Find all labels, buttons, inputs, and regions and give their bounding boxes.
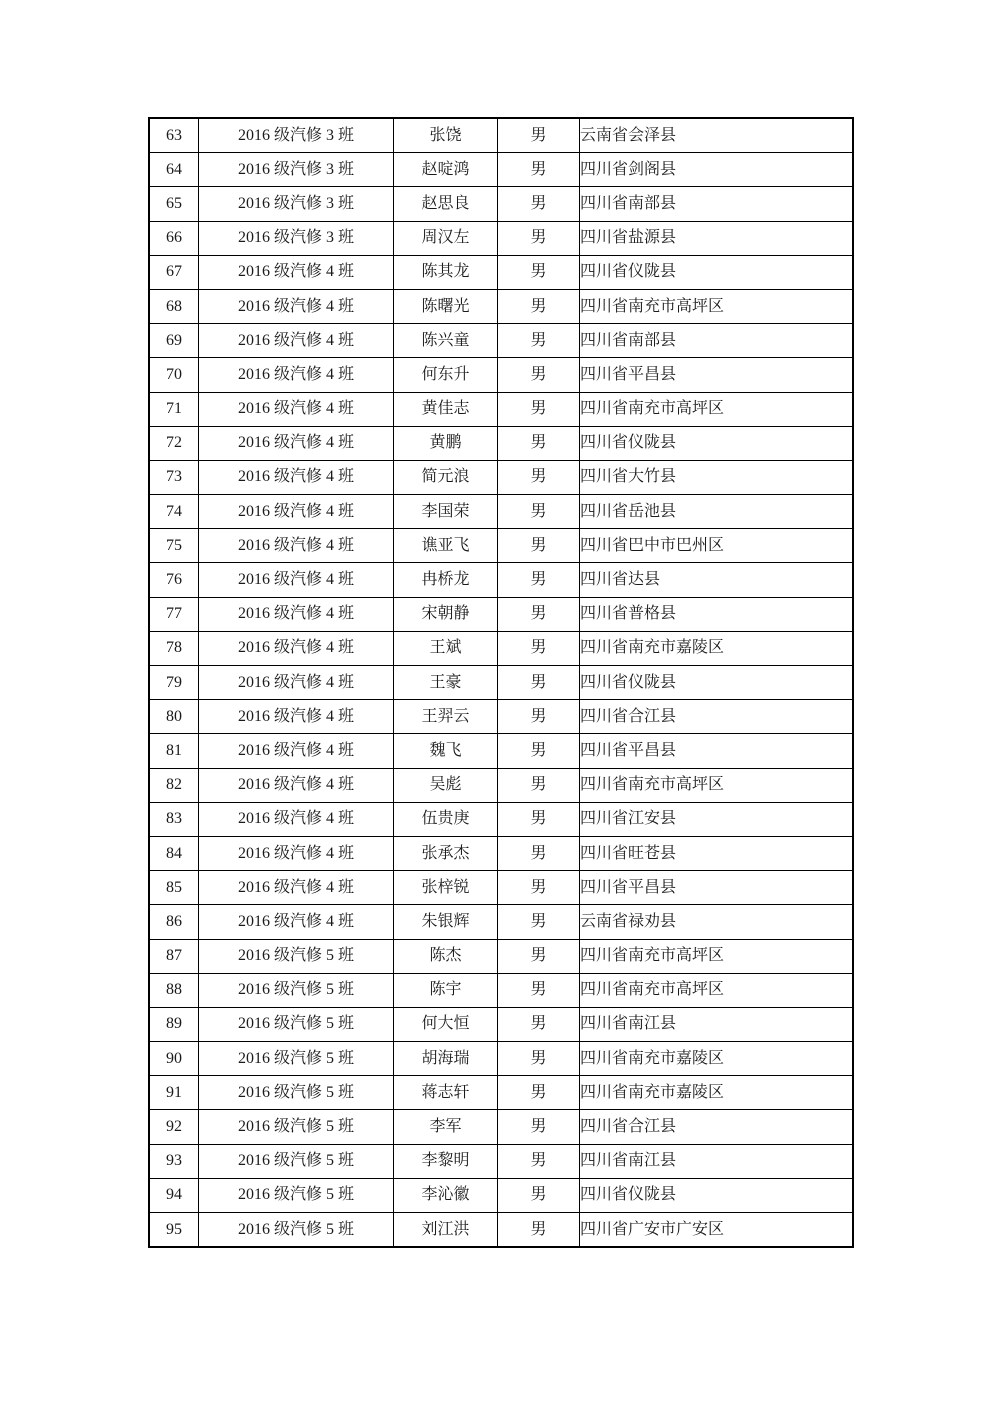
name-cell: 王豪 [394,666,498,700]
origin-cell: 四川省仪陇县 [580,426,854,460]
class-cell: 2016 级汽修 3 班 [199,187,394,221]
origin-cell: 四川省南部县 [580,324,854,358]
row-number-cell: 68 [149,289,199,323]
origin-cell: 四川省巴中市巴州区 [580,529,854,563]
name-cell: 王斌 [394,631,498,665]
gender-cell: 男 [498,973,580,1007]
class-cell: 2016 级汽修 5 班 [199,973,394,1007]
gender-cell: 男 [498,495,580,529]
row-number-cell: 85 [149,871,199,905]
gender-cell: 男 [498,1144,580,1178]
row-number-cell: 80 [149,700,199,734]
class-cell: 2016 级汽修 4 班 [199,836,394,870]
gender-cell: 男 [498,939,580,973]
row-number-cell: 64 [149,153,199,187]
table-row [149,153,853,187]
row-number-cell: 83 [149,802,199,836]
gender-cell: 男 [498,392,580,426]
origin-cell: 四川省岳池县 [580,495,854,529]
table-row [149,1007,853,1041]
row-number-cell: 69 [149,324,199,358]
origin-cell: 四川省达县 [580,563,854,597]
table-row [149,768,853,802]
origin-cell: 四川省仪陇县 [580,1178,854,1212]
table-row [149,734,853,768]
origin-cell: 四川省盐源县 [580,221,854,255]
origin-cell: 四川省南部县 [580,187,854,221]
gender-cell: 男 [498,1007,580,1041]
name-cell: 蒋志轩 [394,1076,498,1110]
name-cell: 魏飞 [394,734,498,768]
row-number-cell: 86 [149,905,199,939]
row-number-cell: 74 [149,495,199,529]
name-cell: 张承杰 [394,836,498,870]
class-cell: 2016 级汽修 4 班 [199,255,394,289]
row-number-cell: 81 [149,734,199,768]
class-cell: 2016 级汽修 5 班 [199,1178,394,1212]
name-cell: 何大恒 [394,1007,498,1041]
gender-cell: 男 [498,221,580,255]
name-cell: 冉桥龙 [394,563,498,597]
table-row [149,118,853,153]
gender-cell: 男 [498,905,580,939]
gender-cell: 男 [498,153,580,187]
class-cell: 2016 级汽修 4 班 [199,871,394,905]
name-cell: 赵思良 [394,187,498,221]
table-row [149,802,853,836]
table-row [149,1213,853,1248]
name-cell: 陈曙光 [394,289,498,323]
class-cell: 2016 级汽修 4 班 [199,700,394,734]
table-row [149,597,853,631]
origin-cell: 四川省平昌县 [580,358,854,392]
name-cell: 何东升 [394,358,498,392]
gender-cell: 男 [498,187,580,221]
row-number-cell: 79 [149,666,199,700]
table-row [149,631,853,665]
class-cell: 2016 级汽修 5 班 [199,1042,394,1076]
origin-cell: 四川省南充市高坪区 [580,289,854,323]
origin-cell: 云南省禄劝县 [580,905,854,939]
table-row [149,358,853,392]
class-cell: 2016 级汽修 5 班 [199,1144,394,1178]
origin-cell: 四川省合江县 [580,700,854,734]
table-row [149,563,853,597]
gender-cell: 男 [498,529,580,563]
gender-cell: 男 [498,871,580,905]
class-cell: 2016 级汽修 4 班 [199,666,394,700]
class-cell: 2016 级汽修 3 班 [199,153,394,187]
origin-cell: 四川省南充市高坪区 [580,768,854,802]
origin-cell: 四川省合江县 [580,1110,854,1144]
origin-cell: 四川省仪陇县 [580,255,854,289]
origin-cell: 四川省旺苍县 [580,836,854,870]
table-row [149,1110,853,1144]
origin-cell: 四川省南充市高坪区 [580,973,854,1007]
origin-cell: 四川省广安市广安区 [580,1213,854,1248]
name-cell: 黄佳志 [394,392,498,426]
row-number-cell: 63 [149,118,199,153]
row-number-cell: 67 [149,255,199,289]
row-number-cell: 75 [149,529,199,563]
row-number-cell: 77 [149,597,199,631]
class-cell: 2016 级汽修 5 班 [199,1110,394,1144]
name-cell: 谯亚飞 [394,529,498,563]
class-cell: 2016 级汽修 4 班 [199,734,394,768]
class-cell: 2016 级汽修 4 班 [199,563,394,597]
row-number-cell: 72 [149,426,199,460]
class-cell: 2016 级汽修 4 班 [199,426,394,460]
origin-cell: 四川省大竹县 [580,460,854,494]
row-number-cell: 93 [149,1144,199,1178]
name-cell: 李军 [394,1110,498,1144]
class-cell: 2016 级汽修 4 班 [199,529,394,563]
class-cell: 2016 级汽修 4 班 [199,768,394,802]
table-row [149,836,853,870]
origin-cell: 四川省普格县 [580,597,854,631]
table-row [149,1042,853,1076]
class-cell: 2016 级汽修 4 班 [199,460,394,494]
origin-cell: 云南省会泽县 [580,118,854,153]
origin-cell: 四川省南充市嘉陵区 [580,631,854,665]
name-cell: 陈兴童 [394,324,498,358]
table-body [149,118,853,1247]
class-cell: 2016 级汽修 5 班 [199,1076,394,1110]
class-cell: 2016 级汽修 4 班 [199,324,394,358]
gender-cell: 男 [498,597,580,631]
row-number-cell: 65 [149,187,199,221]
table-row [149,460,853,494]
row-number-cell: 90 [149,1042,199,1076]
row-number-cell: 84 [149,836,199,870]
student-roster-table [148,117,854,1248]
row-number-cell: 95 [149,1213,199,1248]
row-number-cell: 73 [149,460,199,494]
origin-cell: 四川省平昌县 [580,734,854,768]
row-number-cell: 78 [149,631,199,665]
name-cell: 周汉左 [394,221,498,255]
origin-cell: 四川省江安县 [580,802,854,836]
gender-cell: 男 [498,255,580,289]
gender-cell: 男 [498,289,580,323]
table-row [149,905,853,939]
gender-cell: 男 [498,700,580,734]
table-row [149,255,853,289]
name-cell: 赵啶鸿 [394,153,498,187]
origin-cell: 四川省南充市嘉陵区 [580,1042,854,1076]
class-cell: 2016 级汽修 4 班 [199,631,394,665]
gender-cell: 男 [498,1213,580,1248]
name-cell: 黄鹏 [394,426,498,460]
gender-cell: 男 [498,734,580,768]
gender-cell: 男 [498,802,580,836]
origin-cell: 四川省剑阁县 [580,153,854,187]
row-number-cell: 71 [149,392,199,426]
class-cell: 2016 级汽修 5 班 [199,939,394,973]
origin-cell: 四川省南江县 [580,1144,854,1178]
class-cell: 2016 级汽修 4 班 [199,495,394,529]
gender-cell: 男 [498,666,580,700]
table-row [149,939,853,973]
row-number-cell: 92 [149,1110,199,1144]
gender-cell: 男 [498,118,580,153]
gender-cell: 男 [498,460,580,494]
row-number-cell: 66 [149,221,199,255]
row-number-cell: 76 [149,563,199,597]
origin-cell: 四川省南充市高坪区 [580,939,854,973]
origin-cell: 四川省仪陇县 [580,666,854,700]
name-cell: 简元浪 [394,460,498,494]
table-row [149,392,853,426]
name-cell: 张梓锐 [394,871,498,905]
origin-cell: 四川省南充市高坪区 [580,392,854,426]
table-row [149,495,853,529]
name-cell: 陈杰 [394,939,498,973]
class-cell: 2016 级汽修 3 班 [199,221,394,255]
table-row [149,289,853,323]
gender-cell: 男 [498,1076,580,1110]
name-cell: 刘江洪 [394,1213,498,1248]
name-cell: 胡海瑞 [394,1042,498,1076]
name-cell: 伍贵庚 [394,802,498,836]
table-row [149,529,853,563]
name-cell: 李国荣 [394,495,498,529]
table-row [149,1144,853,1178]
class-cell: 2016 级汽修 4 班 [199,289,394,323]
row-number-cell: 91 [149,1076,199,1110]
table-row [149,871,853,905]
table-row [149,700,853,734]
gender-cell: 男 [498,631,580,665]
gender-cell: 男 [498,836,580,870]
origin-cell: 四川省南充市嘉陵区 [580,1076,854,1110]
name-cell: 李沁徽 [394,1178,498,1212]
gender-cell: 男 [498,358,580,392]
table-row [149,1076,853,1110]
name-cell: 王羿云 [394,700,498,734]
table-row [149,666,853,700]
class-cell: 2016 级汽修 3 班 [199,118,394,153]
name-cell: 李黎明 [394,1144,498,1178]
class-cell: 2016 级汽修 4 班 [199,358,394,392]
class-cell: 2016 级汽修 5 班 [199,1007,394,1041]
gender-cell: 男 [498,426,580,460]
class-cell: 2016 级汽修 4 班 [199,802,394,836]
row-number-cell: 89 [149,1007,199,1041]
row-number-cell: 82 [149,768,199,802]
class-cell: 2016 级汽修 4 班 [199,392,394,426]
name-cell: 宋朝静 [394,597,498,631]
name-cell: 张饶 [394,118,498,153]
row-number-cell: 94 [149,1178,199,1212]
class-cell: 2016 级汽修 4 班 [199,905,394,939]
table-row [149,1178,853,1212]
row-number-cell: 70 [149,358,199,392]
gender-cell: 男 [498,1178,580,1212]
table-row [149,973,853,1007]
name-cell: 吴彪 [394,768,498,802]
name-cell: 陈其龙 [394,255,498,289]
gender-cell: 男 [498,563,580,597]
row-number-cell: 87 [149,939,199,973]
row-number-cell: 88 [149,973,199,1007]
table-row [149,221,853,255]
gender-cell: 男 [498,768,580,802]
class-cell: 2016 级汽修 4 班 [199,597,394,631]
origin-cell: 四川省平昌县 [580,871,854,905]
table-row [149,324,853,358]
name-cell: 朱银辉 [394,905,498,939]
gender-cell: 男 [498,1110,580,1144]
gender-cell: 男 [498,1042,580,1076]
gender-cell: 男 [498,324,580,358]
name-cell: 陈宇 [394,973,498,1007]
class-cell: 2016 级汽修 5 班 [199,1213,394,1248]
origin-cell: 四川省南江县 [580,1007,854,1041]
table-row [149,187,853,221]
table-row [149,426,853,460]
